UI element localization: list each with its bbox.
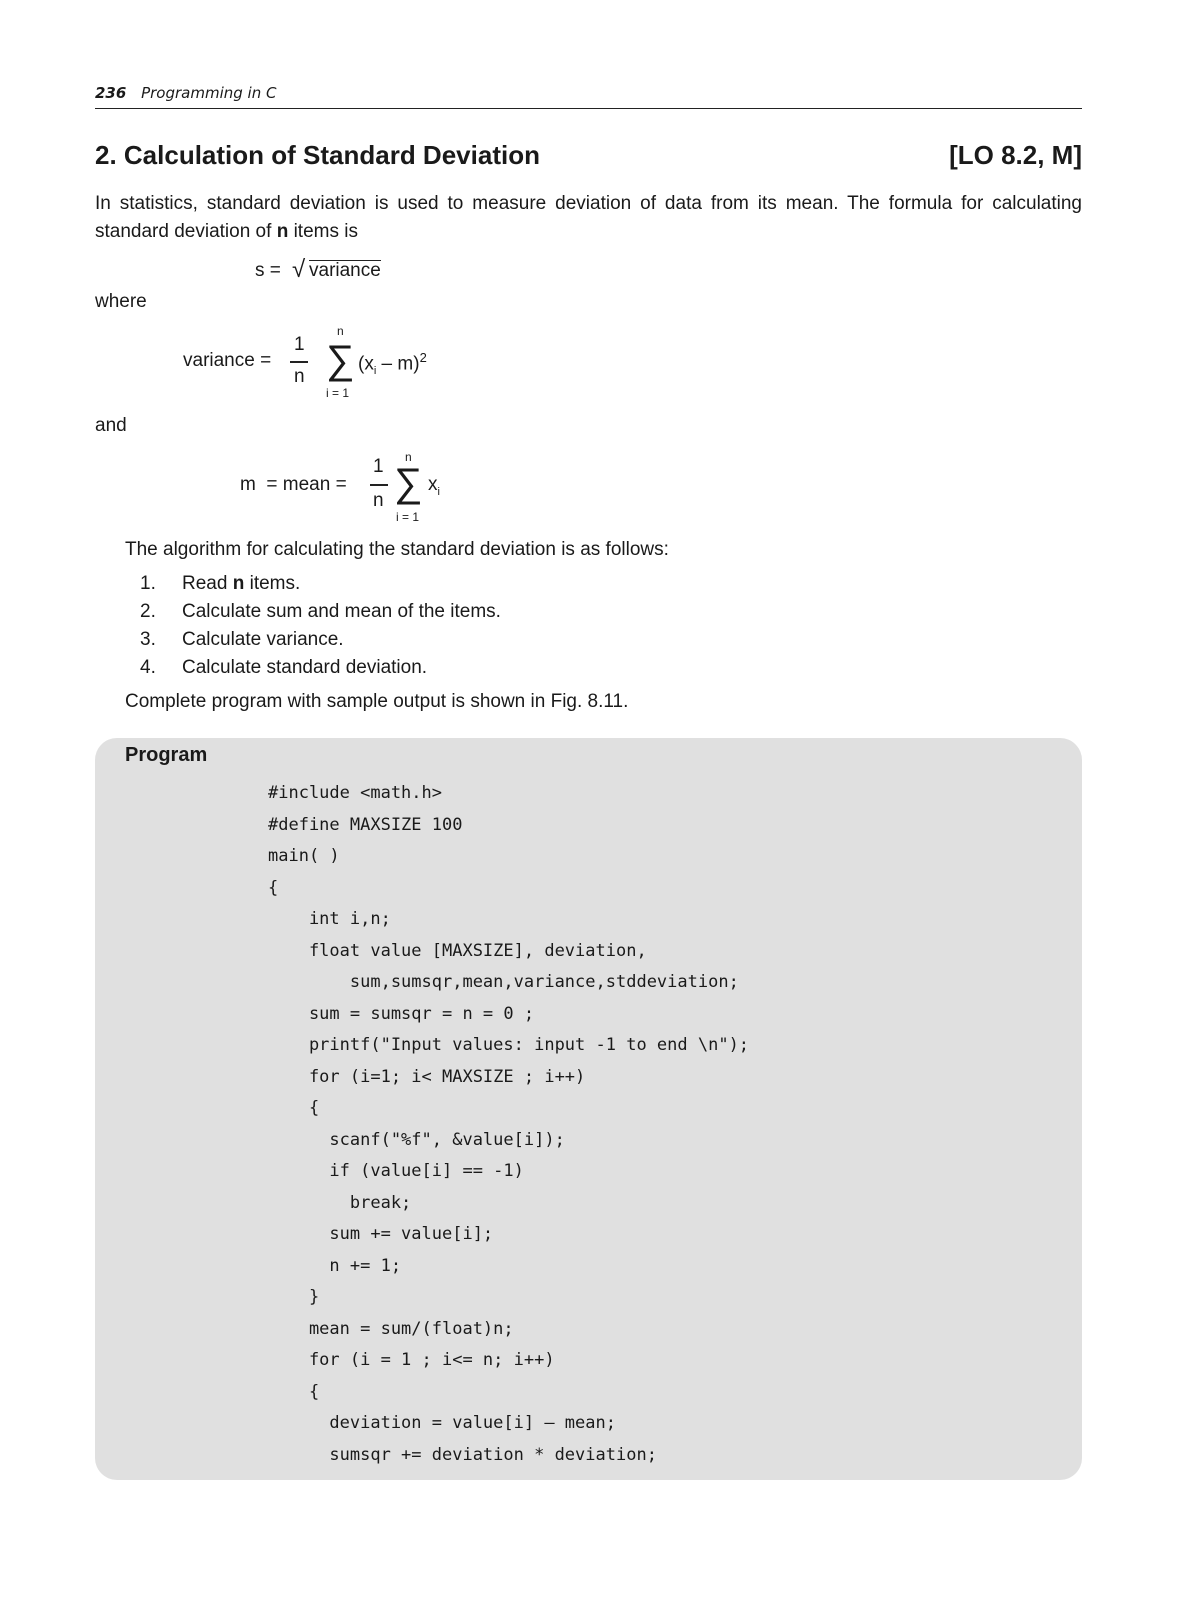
list-item: 1. Read n items. bbox=[140, 573, 301, 594]
running-header bbox=[95, 84, 1082, 109]
section-title: 2. Calculation of Standard Deviation bbox=[95, 140, 540, 170]
program-label: Program bbox=[125, 744, 208, 766]
where-label: where bbox=[95, 291, 147, 312]
list-item: 2. Calculate sum and mean of the items. bbox=[140, 601, 501, 622]
sigma-symbol: ∑ bbox=[326, 338, 355, 382]
algorithm-intro: The algorithm for calculating the standard deviation is as follows: bbox=[125, 539, 669, 560]
algorithm-steps bbox=[140, 570, 501, 682]
list-item: 3. Calculate variance. bbox=[140, 629, 344, 650]
intro-paragraph: In statistics, standard deviation is used to measure deviation of data from its mean. The formula for calculating standard deviation of n items is bbox=[95, 193, 1082, 242]
page-number: 236 bbox=[95, 84, 127, 102]
code-block: #include <math.h> #define MAXSIZE 100 main( ) { int i,n; float value [MAXSIZE], deviation, sum,sumsqr,mean,variance,stddeviation; sum = sumsqr = n = 0 ; printf("Input values: input -1 to end \n"); for (i=1; i< MAXSIZE ; i++) { scanf("%f", &value[i]); if (value[i] == -1) break; sum += value[i]; n += 1; } mean = sum/(float)n; for (i = 1 ; i<= n; i++) { deviation = value[i] – mean; sumsqr += deviation * deviation; bbox=[268, 783, 750, 1465]
learning-objective-tag: [LO 8.2, M] bbox=[949, 140, 1082, 170]
section-heading bbox=[95, 140, 1082, 171]
closing-sentence: Complete program with sample output is shown in Fig. 8.11. bbox=[125, 691, 629, 712]
sigma-symbol: ∑ bbox=[394, 461, 423, 505]
radical-sign: √ bbox=[292, 256, 306, 283]
fraction-bar bbox=[370, 484, 388, 486]
program-listing-box bbox=[95, 738, 1082, 1480]
fraction-bar bbox=[290, 361, 308, 363]
and-label: and bbox=[95, 415, 127, 436]
book-title: Programming in C bbox=[141, 84, 277, 102]
list-item: 4. Calculate standard deviation. bbox=[140, 657, 428, 678]
